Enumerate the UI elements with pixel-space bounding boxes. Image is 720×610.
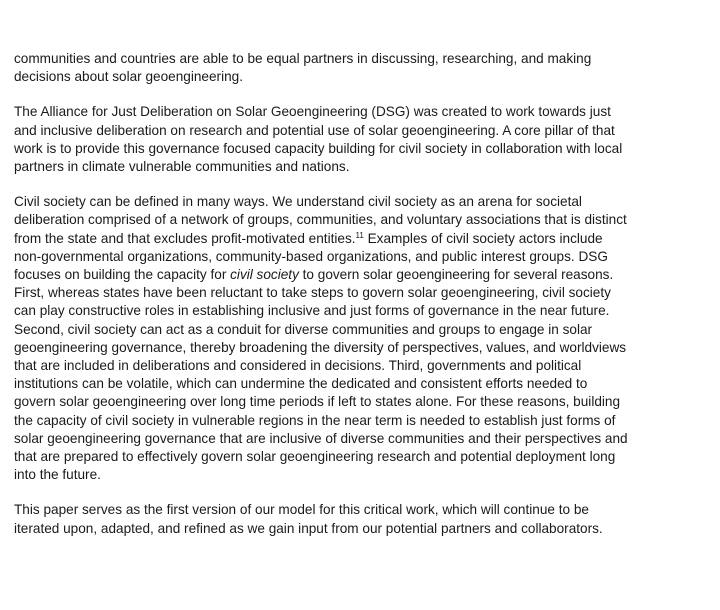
text-line: that are included in deliberations and considered in decisions. Third, governments and political xyxy=(14,358,582,374)
text-line: partners in climate vulnerable communities and nations. xyxy=(14,159,350,175)
text-line: Civil society can be defined in many ways. We understand civil society as an arena for societal xyxy=(14,194,582,210)
text-line: non-governmental organizations, community-based organizations, and public interest groups. DSG xyxy=(14,248,608,264)
text-line: institutions can be volatile, which can undermine the dedicated and consistent efforts needed to xyxy=(14,376,588,392)
text-line: geoengineering governance, thereby broadening the diversity of perspectives, values, and worldviews xyxy=(14,339,627,355)
text-line: govern solar geoengineering over long time periods if left to states alone. For these reasons, building xyxy=(14,394,621,410)
text-segment: focuses on building the capacity for xyxy=(14,267,231,283)
paragraph-civil-society xyxy=(14,193,716,484)
paragraph-dsg-alliance xyxy=(14,103,716,176)
text-line: that are prepared to effectively govern solar geoengineering research and potential deployment long xyxy=(14,449,616,465)
text-line: Second, civil society can act as a conduit for diverse communities and groups to engage in solar xyxy=(14,321,593,337)
text-line: communities and countries are able to be equal partners in discussing, researching, and making xyxy=(14,51,592,66)
text-line: work is to provide this governance focused capacity building for civil society in collaboration with local xyxy=(14,140,623,156)
text-line: This paper serves as the first version of our model for this critical work, which will continue to be xyxy=(14,502,589,518)
text-segment: from the state and that excludes profit-motivated entities. xyxy=(14,230,356,246)
text-line: The Alliance for Just Deliberation on Solar Geoengineering (DSG) was created to work towards just xyxy=(14,104,611,120)
text-segment: Examples of civil society actors include xyxy=(363,230,603,246)
text-line: into the future. xyxy=(14,467,101,483)
footnote-reference: 11 xyxy=(355,230,364,240)
paragraph-paper-purpose xyxy=(14,501,716,537)
text-line: decisions about solar geoengineering. xyxy=(14,69,243,85)
text-line: can play constructive roles in establishing inclusive and just forms of governance in the near future. xyxy=(14,303,610,319)
text-line: and inclusive deliberation on research and potential use of solar geoengineering. A core pillar of that xyxy=(14,122,615,138)
text-line xyxy=(14,230,716,248)
text-line: iterated upon, adapted, and refined as we gain input from our potential partners and collaborators. xyxy=(14,520,603,536)
text-line xyxy=(14,266,716,284)
text-segment: to govern solar geoengineering for several reasons. xyxy=(298,267,614,283)
text-line: the capacity of civil society in vulnerable regions in the near term is needed to establish just forms of xyxy=(14,412,616,428)
emphasis-civil-society: civil society xyxy=(230,267,299,283)
text-line: First, whereas states have been reluctant to take steps to govern solar geoengineering, civil society xyxy=(14,285,611,301)
paragraph-partners-intro xyxy=(14,50,716,86)
text-line: deliberation comprised of a network of groups, communities, and voluntary associations that is distinct xyxy=(14,212,627,228)
document-page xyxy=(14,50,716,555)
text-line: solar geoengineering governance that are inclusive of diverse communities and their perspectives and xyxy=(14,430,628,446)
